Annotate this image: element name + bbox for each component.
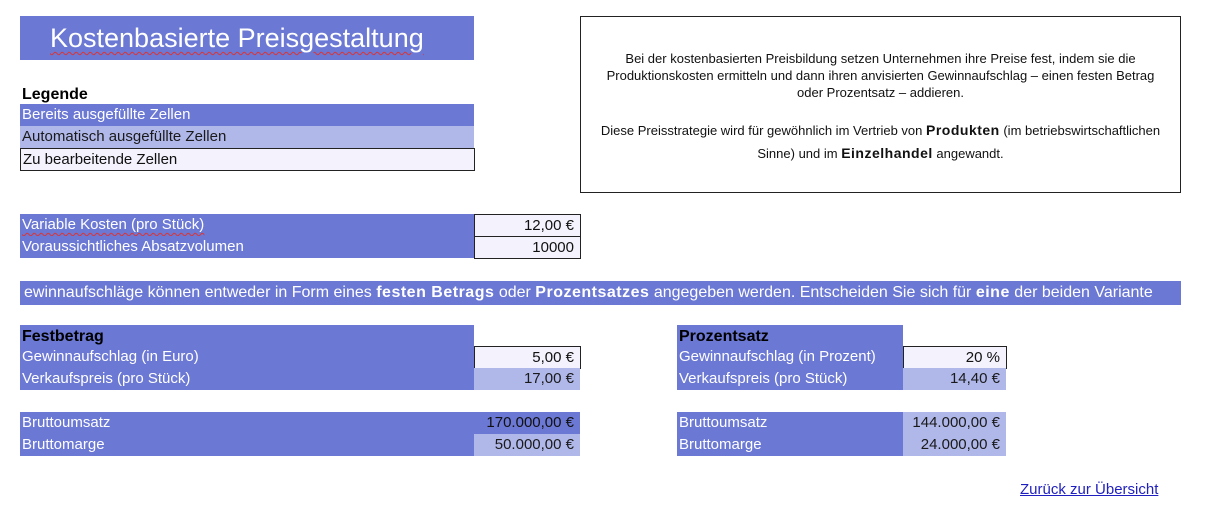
legend-heading: Legende bbox=[22, 86, 88, 103]
fixed-markup-input[interactable]: 5,00 € bbox=[474, 346, 581, 369]
fixed-margin-label: Bruttomarge bbox=[20, 434, 474, 456]
instruction-banner: ewinnaufschläge können entweder in Form eines festen Betrags oder Prozentsatzes angegeben werden. Entscheiden Sie sich für eine der beiden Variante bbox=[20, 281, 1181, 305]
fixed-price-value: 17,00 € bbox=[474, 368, 580, 390]
fixed-revenue-value: 170.000,00 € bbox=[474, 412, 580, 434]
back-to-overview-link[interactable]: Zurück zur Übersicht bbox=[1020, 481, 1159, 498]
page-title: Kostenbasierte Preisgestaltung bbox=[20, 16, 474, 60]
percent-margin-value: 24.000,00 € bbox=[903, 434, 1006, 456]
info-box bbox=[580, 16, 1181, 193]
volume-input[interactable]: 10000 bbox=[474, 236, 581, 259]
legend-editable: Zu bearbeitende Zellen bbox=[20, 148, 475, 171]
percent-price-value: 14,40 € bbox=[903, 368, 1006, 390]
legend-autofilled: Automatisch ausgefüllte Zellen bbox=[20, 126, 474, 148]
fixed-revenue-label: Bruttoumsatz bbox=[20, 412, 474, 434]
fixed-price-label: Verkaufspreis (pro Stück) bbox=[20, 368, 474, 390]
fixed-markup-label: Gewinnaufschlag (in Euro) bbox=[20, 346, 474, 368]
info-paragraph-2: Diese Preisstrategie wird für gewöhnlich im Vertrieb von Produkten (im betriebswirtschaftlichen Sinne) und im Einzelhandel angewandt. bbox=[600, 122, 1161, 161]
variable-costs-input[interactable]: 12,00 € bbox=[474, 214, 581, 237]
volume-label: Voraussichtliches Absatzvolumen bbox=[20, 236, 474, 258]
variable-costs-label: Variable Kosten (pro Stück) bbox=[20, 214, 474, 236]
percent-heading: Prozentsatz bbox=[677, 325, 903, 349]
percent-markup-label: Gewinnaufschlag (in Prozent) bbox=[677, 346, 903, 368]
percent-revenue-label: Bruttoumsatz bbox=[677, 412, 903, 434]
info-paragraph-1: Bei der kostenbasierten Preisbildung setzen Unternehmen ihre Preise fest, indem sie die Produktionskosten ermitteln und dann ihren anvisierten Gewinnaufschlag – einen festen Betrag oder Prozentsatz – addieren. bbox=[606, 51, 1155, 100]
percent-margin-label: Bruttomarge bbox=[677, 434, 903, 456]
percent-price-label: Verkaufspreis (pro Stück) bbox=[677, 368, 903, 390]
percent-revenue-value: 144.000,00 € bbox=[903, 412, 1006, 434]
percent-markup-input[interactable]: 20 % bbox=[903, 346, 1007, 369]
fixed-margin-value: 50.000,00 € bbox=[474, 434, 580, 456]
legend-prefilled: Bereits ausgefüllte Zellen bbox=[20, 104, 474, 126]
fixed-heading: Festbetrag bbox=[20, 325, 474, 349]
